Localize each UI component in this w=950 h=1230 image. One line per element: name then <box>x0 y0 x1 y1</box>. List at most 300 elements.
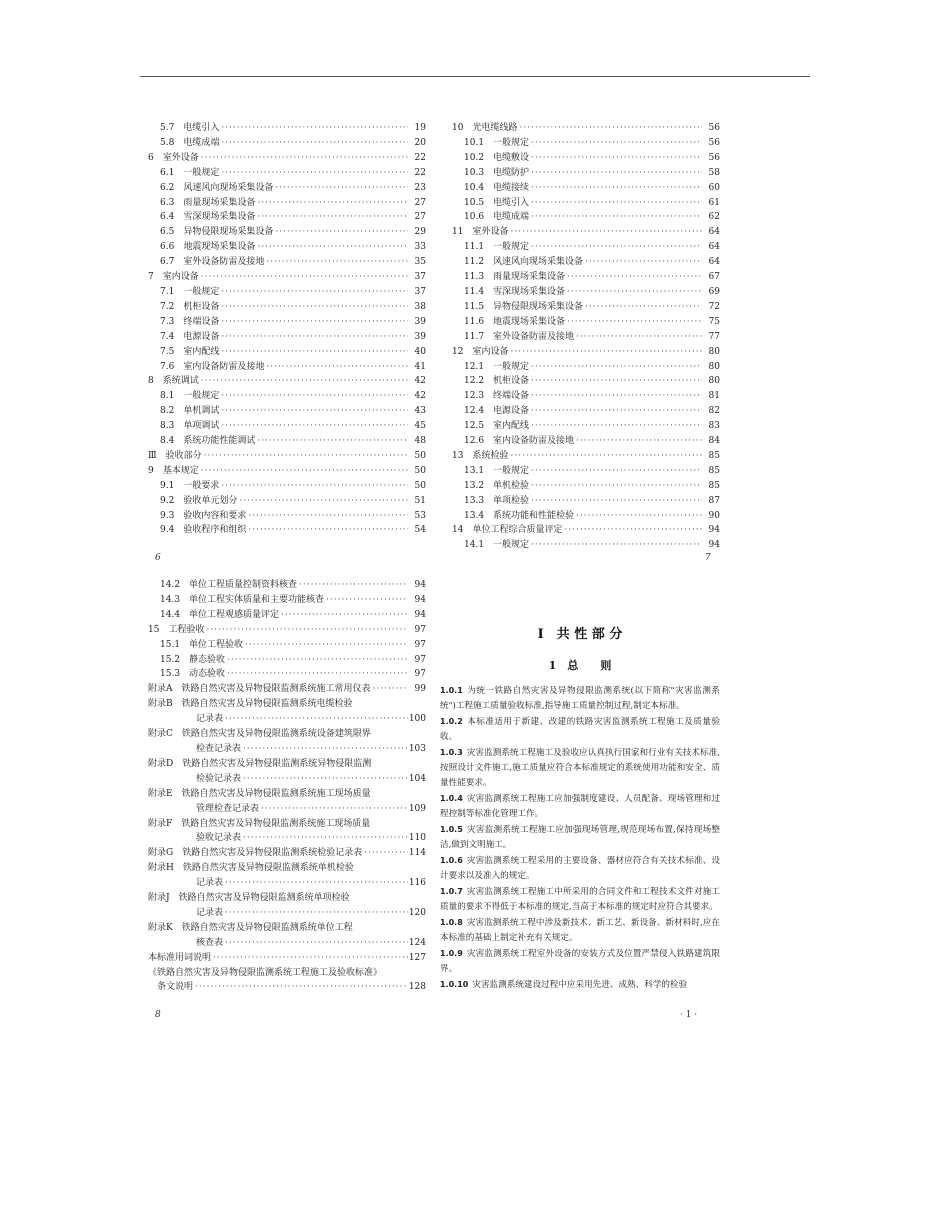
clause-text: 为统一铁路自然灾害及异物侵限监测系统(以下简称"灾害监测系统")工程施工质量验收标准,指导施工质量控制过程,制定本标准。 <box>440 686 720 711</box>
toc-entry <box>452 196 720 211</box>
toc-entry-label: 13.2 单机检验 <box>464 480 530 491</box>
toc-entry-label: 14 单位工程综合质量评定 <box>452 525 563 536</box>
toc-entry-label: 7.1 一般规定 <box>160 286 220 297</box>
toc-entry-label: 13.3 单项检验 <box>464 495 530 506</box>
toc-entry-page: 23 <box>414 182 426 193</box>
toc-entry-page: 94 <box>708 525 720 536</box>
toc-entry-page: 58 <box>708 167 720 178</box>
toc-entry-page: 72 <box>708 301 720 312</box>
toc-entry <box>452 389 720 404</box>
toc-leader-dots <box>279 608 408 623</box>
toc-leader-dots <box>243 638 408 653</box>
clause <box>440 853 720 884</box>
toc-entry <box>148 787 426 802</box>
toc-leader-dots <box>199 374 408 389</box>
toc-entry-label: 10.5 电缆引入 <box>464 197 530 208</box>
toc-entry-label: 记录表 <box>160 878 224 889</box>
toc-entry <box>452 479 720 494</box>
toc-leader-dots <box>255 434 408 449</box>
clause <box>440 915 720 946</box>
toc-entry <box>148 255 426 270</box>
toc-entry <box>148 225 426 240</box>
toc-entry <box>452 225 720 240</box>
toc-entry-page: 97 <box>414 639 426 650</box>
toc-entry <box>452 449 720 464</box>
toc-leader-dots <box>241 742 408 757</box>
toc-entry-label: 15.3 动态验收 <box>160 669 226 680</box>
toc-leader-dots <box>508 449 702 464</box>
toc-entry-label: 管理检查记录表 <box>160 803 260 814</box>
toc-leader-dots <box>219 345 408 360</box>
toc-entry <box>148 345 426 360</box>
toc-leader-dots <box>255 196 408 211</box>
toc-entry-label: 11.6 地震现场采集设备 <box>464 316 566 327</box>
toc-entry-label: 9 基本规定 <box>148 465 199 476</box>
toc-entry <box>452 121 720 136</box>
toc-entry-label: 6.6 地震现场采集设备 <box>160 242 256 253</box>
toc-entry-label: 6.3 雨量现场采集设备 <box>160 197 256 208</box>
toc-entry-label: 15.2 静态验收 <box>160 654 226 665</box>
toc-entry-page: 40 <box>414 346 426 357</box>
clause-number: 1.0.10 <box>440 980 469 989</box>
toc-entry-page: 50 <box>414 480 426 491</box>
toc-leader-dots <box>219 136 408 151</box>
toc-entry-page: 104 <box>408 773 426 784</box>
toc-leader-dots <box>219 285 408 300</box>
toc-entry-label: 14.4 单位工程观感质量评定 <box>160 609 280 620</box>
clause-number: 1.0.4 <box>440 794 463 803</box>
top-rule <box>140 76 810 77</box>
clause-number: 1.0.3 <box>440 748 463 757</box>
toc-entry <box>452 285 720 300</box>
toc-entry-label: 附录H 铁路自然灾害及异物侵限监测系统单机检验 <box>148 863 354 874</box>
toc-entry <box>148 921 426 936</box>
toc-entry <box>148 136 426 151</box>
toc-entry-page: 56 <box>708 152 720 163</box>
toc-entry <box>452 270 720 285</box>
toc-entry-label: 12.3 终端设备 <box>464 391 530 402</box>
toc-entry <box>148 906 426 921</box>
toc-entry-label: 8.2 单机调试 <box>160 406 220 417</box>
toc-entry-page: 64 <box>708 227 720 238</box>
toc-entry-label: 15.1 单位工程验收 <box>160 639 244 650</box>
toc-entry-label: 12.2 机柜设备 <box>464 376 530 387</box>
clause-text: 灾害监测系统建设过程中应采用先进、成熟、科学的检验 <box>472 980 688 990</box>
toc-entry <box>452 374 720 389</box>
toc-entry-page: 80 <box>708 361 720 372</box>
toc-entry <box>148 479 426 494</box>
toc-entry-page: 103 <box>408 743 426 754</box>
toc-entry-page: 27 <box>414 197 426 208</box>
toc-entry-label: 5.7 电缆引入 <box>160 123 220 133</box>
toc-entry-label: 9.1 一般要求 <box>160 480 220 491</box>
toc-entry-label: 6.1 一般规定 <box>160 167 220 178</box>
toc-leader-dots <box>565 315 702 330</box>
clause-text: 灾害监测系统工程室外设备的安装方式及位置严禁侵入铁路建筑限界。 <box>440 949 720 974</box>
toc-entry-label: 附录E 铁路自然灾害及异物侵限监测系统施工现场质量 <box>148 788 371 799</box>
toc-leader-dots <box>297 578 408 593</box>
toc-entry-label: 12.4 电源设备 <box>464 406 530 417</box>
toc-entry <box>148 876 426 891</box>
toc-entry <box>148 578 426 593</box>
clause-text: 灾害监测系统工程施工应加强现场管理,规范现场布置,保持现场整洁,做到文明施工。 <box>440 825 720 850</box>
toc-entry <box>452 166 720 181</box>
toc-entry-label: 9.3 验收内容和要求 <box>160 510 247 521</box>
clause-number: 1.0.2 <box>440 717 463 726</box>
toc-entry-page: 60 <box>708 182 720 193</box>
toc-entry-page: 27 <box>414 212 426 223</box>
toc-leader-dots <box>529 136 702 151</box>
toc-entry-page: 75 <box>708 316 720 327</box>
clause-number: 1.0.1 <box>440 686 463 695</box>
toc-leader-dots <box>223 876 408 891</box>
clause-text: 灾害监测系统工程施工中所采用的合同文件和工程技术文件对施工质量的要求不得低于本标准的规定,当高于本标准的规定时应符合其要求。 <box>440 887 720 912</box>
toc-entry-label: 10.3 电缆防护 <box>464 167 530 178</box>
toc-leader-dots <box>241 831 408 846</box>
toc-entry-page: 54 <box>414 525 426 536</box>
clause <box>440 822 720 853</box>
toc-entry <box>148 593 426 608</box>
toc-entry-page: 83 <box>708 421 720 432</box>
toc-leader-dots <box>583 255 702 270</box>
toc-entry <box>452 494 720 509</box>
toc-entry-label: 附录G 铁路自然灾害及异物侵限监测系统检验记录表 <box>148 848 363 859</box>
toc-leader-dots <box>273 225 408 240</box>
toc-entry <box>148 523 426 538</box>
toc-entry-label: 11.5 异物侵限现场采集设备 <box>464 301 584 312</box>
page-number-1: · 1 · <box>680 1010 698 1020</box>
toc-leader-dots <box>264 255 408 270</box>
toc-entry-label: 14.1 一般规定 <box>464 540 530 551</box>
toc-entry <box>452 434 720 449</box>
toc-leader-dots <box>259 802 408 817</box>
toc-leader-dots <box>219 121 408 136</box>
toc-entry <box>452 523 720 538</box>
toc-entry <box>148 166 426 181</box>
toc-entry-page: 39 <box>414 331 426 342</box>
toc-entry <box>148 494 426 509</box>
clause <box>440 946 720 977</box>
toc-entry-page: 110 <box>408 833 426 844</box>
toc-entry-label: 8.1 一般规定 <box>160 391 220 402</box>
toc-entry <box>148 951 426 966</box>
toc-entry-label: 6 室外设备 <box>148 152 199 163</box>
toc-entry-label: 附录A 铁路自然灾害及异物侵限监测系统施工常用仪表 <box>148 684 371 695</box>
toc-entry-page: 50 <box>414 450 426 461</box>
toc-entry <box>148 772 426 787</box>
toc-entry-label: 附录F 铁路自然灾害及异物侵限监测系统施工现场质量 <box>148 818 371 829</box>
toc-entry-page: 62 <box>708 212 720 223</box>
toc-entry-page: 42 <box>414 376 426 387</box>
toc-leader-dots <box>223 906 408 921</box>
toc-entry-label: 6.7 室外设备防雷及接地 <box>160 257 265 268</box>
toc-entry-page: 82 <box>708 406 720 417</box>
toc-leader-dots <box>273 181 408 196</box>
toc-entry-page: 37 <box>414 272 426 283</box>
toc-entry-label: 条文说明 <box>148 982 194 993</box>
page-number-7: 7 <box>705 553 711 563</box>
toc-entry-label: 8 系统调试 <box>148 376 199 387</box>
toc-entry-page: 97 <box>414 624 426 635</box>
toc-leader-dots <box>562 523 702 538</box>
toc-leader-dots <box>565 285 702 300</box>
toc-entry-label: 8.4 系统功能性能调试 <box>160 436 256 447</box>
toc-entry-label: 11.1 一般规定 <box>464 242 530 253</box>
toc-entry-page: 99 <box>414 684 426 695</box>
toc-entry-label: 13 系统检验 <box>452 450 509 461</box>
toc-entry-page: 127 <box>408 952 426 963</box>
toc-leader-dots <box>529 419 702 434</box>
toc-entry-label: 12 室内设备 <box>452 346 509 357</box>
toc-entry <box>452 315 720 330</box>
toc-entry-label: 11.7 室外设备防雷及接地 <box>464 331 575 342</box>
toc-entry-page: 50 <box>414 465 426 476</box>
toc-entry-label: 9.2 验收单元划分 <box>160 495 238 506</box>
toc-entry-label: 13.4 系统功能和性能检验 <box>464 510 575 521</box>
toc-entry-label: 10.1 一般规定 <box>464 137 530 148</box>
toc-entry-label: 11 室外设备 <box>452 227 509 238</box>
toc-leader-dots <box>529 210 702 225</box>
toc-entry <box>452 300 720 315</box>
toc-entry-page: 19 <box>414 123 426 133</box>
toc-entry <box>148 727 426 742</box>
toc-leader-dots <box>219 419 408 434</box>
toc-entry <box>148 861 426 876</box>
toc-entry <box>148 196 426 211</box>
toc-entry-label: 附录D 铁路自然灾害及异物侵限监测系统异物侵限监测 <box>148 758 372 769</box>
clause-list <box>440 683 720 993</box>
toc-entry-label: 检验记录表 <box>160 773 242 784</box>
toc-entry <box>148 210 426 225</box>
toc-entry <box>148 757 426 772</box>
toc-entry-page: 42 <box>414 391 426 402</box>
toc-entry-page: 43 <box>414 406 426 417</box>
clause <box>440 977 720 993</box>
toc-entry <box>452 509 720 524</box>
toc-entry <box>452 464 720 479</box>
toc-entry <box>452 404 720 419</box>
clause-text: 灾害监测系统工程采用的主要设备、器材应符合有关技术标准、设计要求以及准入的规定。 <box>440 856 720 881</box>
toc-page-8 <box>148 578 426 995</box>
toc-entry <box>148 623 426 638</box>
toc-leader-dots <box>199 151 408 166</box>
toc-leader-dots <box>225 653 408 668</box>
clause-text: 灾害监测系统工程施工应加强制度建设、人员配备、现场管理和过程控制等标准化管理工作。 <box>440 794 720 819</box>
toc-entry <box>148 270 426 285</box>
toc-entry <box>452 330 720 345</box>
toc-entry <box>452 210 720 225</box>
toc-entry-label: 核查表 <box>160 937 224 948</box>
toc-entry-label: 15 工程验收 <box>148 624 205 635</box>
toc-entry-label: 检查记录表 <box>160 743 242 754</box>
toc-entry-label: 11.2 风速风向现场采集设备 <box>464 257 584 268</box>
toc-leader-dots <box>219 300 408 315</box>
toc-entry <box>148 240 426 255</box>
toc-leader-dots <box>199 464 408 479</box>
toc-leader-dots <box>529 479 702 494</box>
toc-entry-label: 附录B 铁路自然灾害及异物侵限监测系统电缆检验 <box>148 699 353 710</box>
toc-entry-page: 100 <box>408 714 426 725</box>
toc-entry-page: 94 <box>414 609 426 620</box>
toc-entry <box>452 255 720 270</box>
toc-entry-label: 11.3 雨量现场采集设备 <box>464 272 566 283</box>
toc-leader-dots <box>529 404 702 419</box>
toc-entry-label: Ⅲ 验收部分 <box>148 450 202 461</box>
toc-entry-label: 7.6 室内设备防雷及接地 <box>160 361 265 372</box>
toc-page-7 <box>452 121 720 553</box>
toc-entry-label: 7.5 室内配线 <box>160 346 220 357</box>
toc-entry-label: 6.5 异物侵限现场采集设备 <box>160 227 274 238</box>
toc-entry <box>148 608 426 623</box>
toc-entry-page: 22 <box>414 152 426 163</box>
toc-entry-page: 51 <box>414 495 426 506</box>
toc-entry-page: 94 <box>708 540 720 551</box>
toc-entry <box>452 538 720 553</box>
clause-number: 1.0.6 <box>440 856 463 865</box>
toc-entry <box>148 817 426 832</box>
toc-leader-dots <box>583 300 702 315</box>
toc-entry-label: 验收记录表 <box>160 833 242 844</box>
toc-entry-page: 39 <box>414 316 426 327</box>
toc-leader-dots <box>574 330 702 345</box>
toc-entry-label: 14.3 单位工程实体质量和主要功能核查 <box>160 594 325 605</box>
toc-leader-dots <box>529 389 702 404</box>
toc-entry-label: 附录C 铁路自然灾害及异物侵限监测系统设备建筑限界 <box>148 729 371 740</box>
toc-entry-page: 116 <box>408 878 426 889</box>
toc-entry-page: 80 <box>708 376 720 387</box>
toc-entry-page: 29 <box>414 227 426 238</box>
toc-leader-dots <box>219 166 408 181</box>
toc-entry <box>148 966 426 981</box>
toc-entry-label: 12.6 室内设备防雷及接地 <box>464 436 575 447</box>
toc-leader-dots <box>255 240 408 255</box>
toc-entry-page: 22 <box>414 167 426 178</box>
toc-leader-dots <box>529 464 702 479</box>
toc-entry-page: 85 <box>708 450 720 461</box>
page-number-6: 6 <box>155 553 161 563</box>
toc-entry-label: 7.3 终端设备 <box>160 316 220 327</box>
chapter-title: 1 总 则 <box>548 659 612 672</box>
toc-leader-dots <box>529 374 702 389</box>
toc-entry-page: 69 <box>708 286 720 297</box>
toc-entry-label: 14.2 单位工程质量控制资料核查 <box>160 580 298 590</box>
toc-entry-page: 84 <box>708 436 720 447</box>
toc-entry-label: 附录K 铁路自然灾害及异物侵限监测系统单位工程 <box>148 922 353 933</box>
toc-entry-page: 41 <box>414 361 426 372</box>
toc-leader-dots <box>371 682 408 697</box>
toc-entry <box>148 404 426 419</box>
toc-entry-page: 80 <box>708 346 720 357</box>
clause-number: 1.0.7 <box>440 887 463 896</box>
clause <box>440 791 720 822</box>
toc-leader-dots <box>219 404 408 419</box>
toc-entry <box>452 240 720 255</box>
toc-entry-page: 35 <box>414 257 426 268</box>
toc-entry <box>148 936 426 951</box>
toc-entry-label: 6.2 风速风向现场采集设备 <box>160 182 274 193</box>
toc-leader-dots <box>202 449 408 464</box>
toc-entry <box>148 121 426 136</box>
toc-entry <box>148 330 426 345</box>
toc-leader-dots <box>574 509 702 524</box>
toc-entry <box>148 315 426 330</box>
toc-entry <box>148 300 426 315</box>
toc-entry-label: 8.3 单项调试 <box>160 421 220 432</box>
toc-leader-dots <box>574 434 702 449</box>
toc-entry-label: 《铁路自然灾害及异物侵限监测系统工程施工及验收标准》 <box>148 967 383 978</box>
toc-entry <box>148 434 426 449</box>
toc-entry-page: 37 <box>414 286 426 297</box>
toc-leader-dots <box>223 712 408 727</box>
toc-leader-dots <box>211 951 408 966</box>
clause <box>440 683 720 714</box>
toc-entry <box>148 181 426 196</box>
toc-leader-dots <box>529 360 702 375</box>
toc-entry <box>148 831 426 846</box>
toc-entry-page: 94 <box>414 580 426 590</box>
toc-leader-dots <box>199 270 408 285</box>
toc-entry-page: 109 <box>408 803 426 814</box>
toc-leader-dots <box>246 523 408 538</box>
clause <box>440 884 720 915</box>
clause-number: 1.0.8 <box>440 918 463 927</box>
toc-entry-page: 53 <box>414 510 426 521</box>
toc-entry <box>452 345 720 360</box>
toc-entry-label: 5.8 电缆成端 <box>160 137 220 148</box>
toc-leader-dots <box>223 936 408 951</box>
toc-entry-label: 7.4 电源设备 <box>160 331 220 342</box>
toc-leader-dots <box>529 181 702 196</box>
toc-entry-page: 85 <box>708 465 720 476</box>
toc-entry <box>148 653 426 668</box>
toc-entry <box>452 419 720 434</box>
toc-leader-dots <box>529 166 702 181</box>
toc-leader-dots <box>324 593 408 608</box>
clause-number: 1.0.5 <box>440 825 463 834</box>
toc-entry-label: 10.4 电缆接续 <box>464 182 530 193</box>
toc-entry <box>148 449 426 464</box>
toc-leader-dots <box>517 121 702 136</box>
toc-entry-label: 10 光电缆线路 <box>452 123 518 133</box>
toc-entry-page: 45 <box>414 421 426 432</box>
toc-entry-page: 85 <box>708 480 720 491</box>
toc-leader-dots <box>241 772 408 787</box>
toc-entry <box>148 667 426 682</box>
toc-entry-label: 9.4 验收程序和组织 <box>160 525 247 536</box>
toc-leader-dots <box>529 240 702 255</box>
toc-entry <box>148 682 426 697</box>
toc-leader-dots <box>219 315 408 330</box>
toc-entry <box>148 712 426 727</box>
toc-entry-label: 附录J 铁路自然灾害及异物侵限监测系统单项检验 <box>148 893 350 904</box>
clause-number: 1.0.9 <box>440 949 463 958</box>
toc-entry-label: 7.2 机柜设备 <box>160 301 220 312</box>
toc-entry-page: 61 <box>708 197 720 208</box>
clause-text: 本标准适用于新建、改建的铁路灾害监测系统工程施工及质量验收。 <box>440 717 720 742</box>
toc-leader-dots <box>529 196 702 211</box>
clause-text: 灾害监测系统工程施工及验收应认真执行国家和行业有关技术标准,按照设计文件施工,施工质量应符合本标准规定的系统使用功能和安全、质量性能要求。 <box>440 748 720 788</box>
toc-entry <box>452 151 720 166</box>
toc-entry <box>148 846 426 861</box>
toc-leader-dots <box>219 479 408 494</box>
toc-entry-page: 48 <box>414 436 426 447</box>
toc-leader-dots <box>529 538 702 553</box>
toc-leader-dots <box>508 225 702 240</box>
toc-entry <box>452 360 720 375</box>
toc-entry-label: 10.2 电缆敷设 <box>464 152 530 163</box>
toc-entry <box>148 509 426 524</box>
toc-leader-dots <box>565 270 702 285</box>
